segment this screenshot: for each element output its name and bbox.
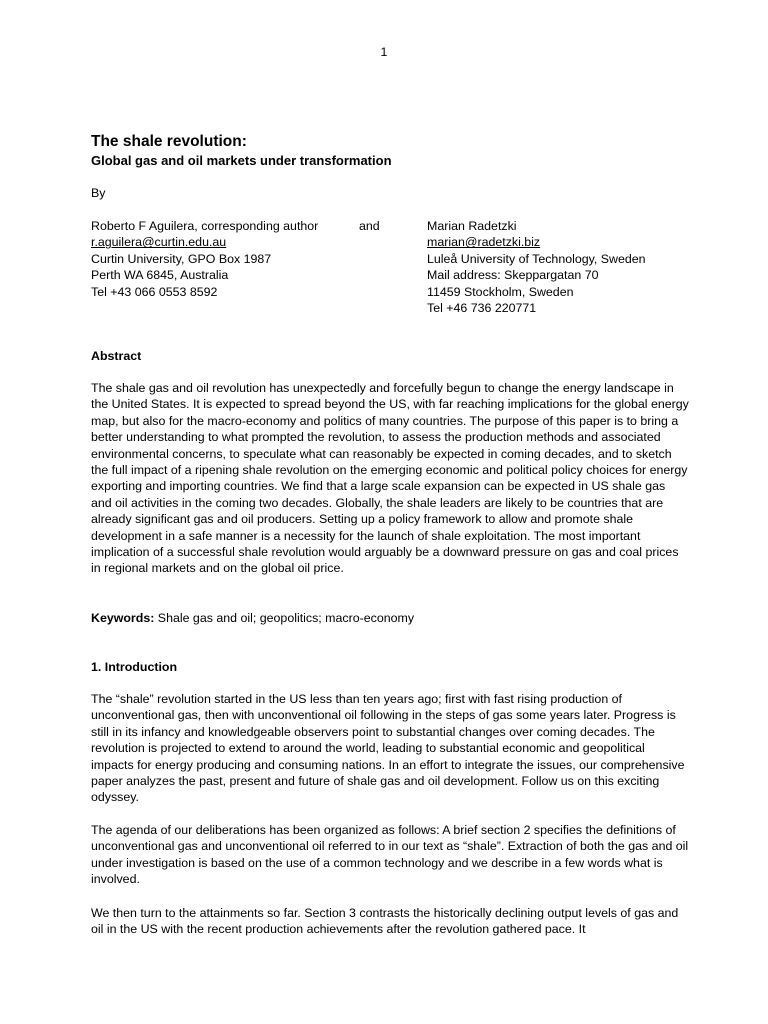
author1-address: Perth WA 6845, Australia [91, 268, 229, 283]
author1-tel: Tel +43 066 0553 8592 [91, 284, 218, 299]
keywords-line [91, 610, 689, 626]
and-label [359, 218, 380, 234]
intro-paragraph-3: We then turn to the attainments so far. Section 3 contrasts the historically declining output levels of gas and oil in the US with the recent production achievements after the revolution gathered pace. It [91, 906, 679, 937]
paper-title: The shale revolution: [91, 133, 247, 150]
author1-name: Roberto F Aguilera, corresponding author [91, 219, 319, 233]
intro-paragraph-1: The “shale” revolution started in the US less than ten years ago; first with fast rising production of unconventional gas, then with unconventional oil following in the steps of gas some years later. Progress is still in its infancy and knowledgeable observers point to substantial changes over coming decades. The revolution is projected to extend to around the world, leading to substantial economic and geopolitical impacts for energy producing and consuming nations. In an effort to integrate the issues, our comprehensive paper analyzes the past, present and future of shale gas and oil development. Follow us on this exciting odyssey. [91, 692, 685, 805]
intro-heading: 1. Introduction [91, 660, 178, 674]
author1-email-link[interactable]: r.aguilera@curtin.edu.au [91, 235, 227, 250]
abstract-text: The shale gas and oil revolution has unexpectedly and forcefully begun to change the energy landscape in the United States. It is expected to spread beyond the US, with far reaching implications for the global energy map, but also for the macro-economy and politics of many countries. The purpose of this paper is to bring a better understanding to what prompted the revolution, to assess the production methods and associated environmental concerns, to speculate what can reasonably be expected in coming decades, and to sketch the full impact of a ripening shale revolution on the emerging economic and political policy choices for energy exporting and importing countries. We find that a large scale expansion can be expected in US shale gas and oil activities in the coming two decades. Globally, the shale leaders are likely to be countries that are already significant gas and oil producers. Setting up a policy framework to allow and promote shale development in a safe manner is a necessity for the launch of shale exploitation. The most important implication of a successful shale revolution would arguably be a downward pressure on gas and coal prices in regional markets and on the global oil price. [91, 381, 689, 576]
author2-affiliation: Luleå University of Technology, Sweden [427, 251, 646, 266]
paper-subtitle: Global gas and oil markets under transformation [91, 153, 392, 168]
abstract-heading: Abstract [91, 349, 142, 363]
author2-tel: Tel +46 736 220771 [427, 301, 537, 316]
keywords-text: Shale gas and oil; geopolitics; macro-economy [154, 611, 415, 625]
author2-city: 11459 Stockholm, Sweden [427, 284, 574, 299]
author1-affiliation: Curtin University, GPO Box 1987 [91, 251, 272, 266]
keywords-label: Keywords: [91, 611, 155, 625]
author2-name: Marian Radetzki [427, 219, 517, 233]
author2-email-link[interactable]: marian@radetzki.biz [427, 235, 541, 250]
author2-block [427, 218, 646, 316]
intro-paragraph-2: The agenda of our deliberations has been organized as follows: A brief section 2 specifies the definitions of unconventional gas and unconventional oil referred to in our text as “shale”. Extraction of both the gas and oil under investigation is based on the use of a common technology and we describe in a few words what is involved. [91, 823, 689, 887]
and-text: and [359, 219, 380, 233]
author2-mail-address: Mail address: Skeppargatan 70 [427, 268, 599, 283]
by-label: By [91, 186, 106, 200]
page-number: 1 [380, 45, 388, 59]
author1-block [91, 218, 318, 300]
